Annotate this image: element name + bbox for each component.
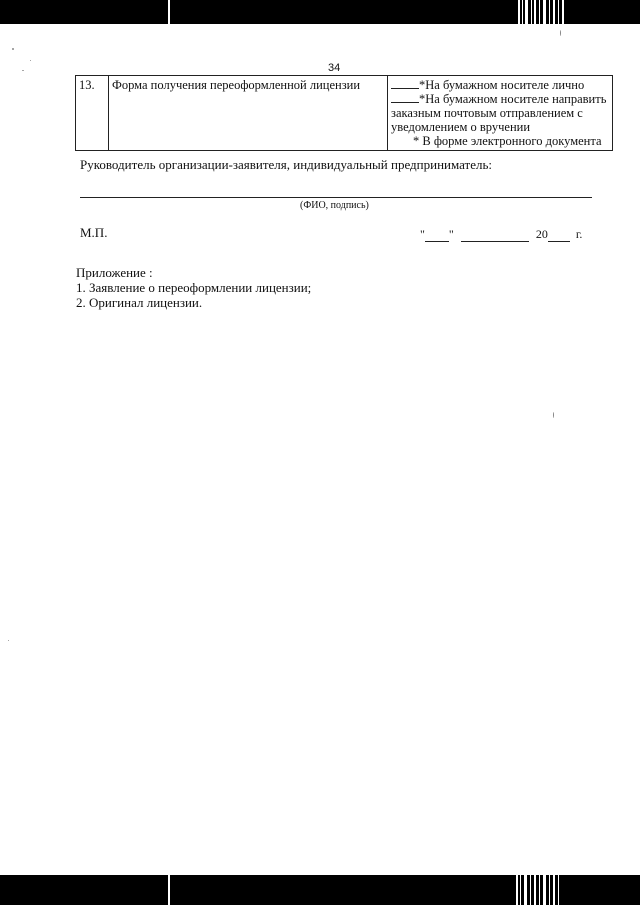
barcode-bottom	[516, 875, 568, 905]
scan-speck	[12, 48, 14, 50]
scan-border-bottom	[0, 875, 640, 905]
stamp-label: М.П.	[80, 225, 108, 240]
signature-heading: Руководитель организации-заявителя, индивидуальный предприниматель:	[80, 157, 493, 172]
signature-caption: (ФИО, подпись)	[300, 200, 369, 211]
page-number: 34	[328, 62, 341, 74]
day-blank	[425, 230, 449, 242]
delivery-options	[388, 76, 613, 151]
row-number: 13.	[76, 76, 109, 151]
appendix-item: 2. Оригинал лицензии.	[76, 295, 203, 310]
scan-speck	[560, 30, 561, 36]
scan-speck	[8, 640, 9, 641]
appendix-title: Приложение :	[76, 265, 153, 280]
appendix-item: 1. Заявление о переоформлении лицензии;	[76, 280, 312, 295]
option-paper-in-person: *На бумажном носителе лично	[391, 78, 609, 92]
date-line: " " 20 г.	[420, 227, 583, 241]
option-paper-by-mail: *На бумажном носителе направить заказным почтовым отправлением с уведомлением о вручении	[391, 92, 607, 134]
option-electronic: * В форме электронного документа	[413, 134, 602, 148]
scan-speck	[30, 60, 31, 61]
table-row	[76, 76, 613, 151]
year-blank	[548, 230, 570, 242]
signature-line	[80, 197, 592, 198]
blank-field	[391, 92, 419, 103]
appendix	[76, 265, 311, 310]
row-label: Форма получения переоформленной лицензии	[109, 76, 388, 151]
month-blank	[461, 230, 529, 242]
scan-border-top	[0, 0, 640, 24]
scan-speck	[22, 70, 24, 71]
form-table	[75, 75, 613, 151]
scan-speck	[553, 412, 554, 418]
blank-field	[391, 78, 419, 89]
barcode-top	[518, 0, 570, 24]
